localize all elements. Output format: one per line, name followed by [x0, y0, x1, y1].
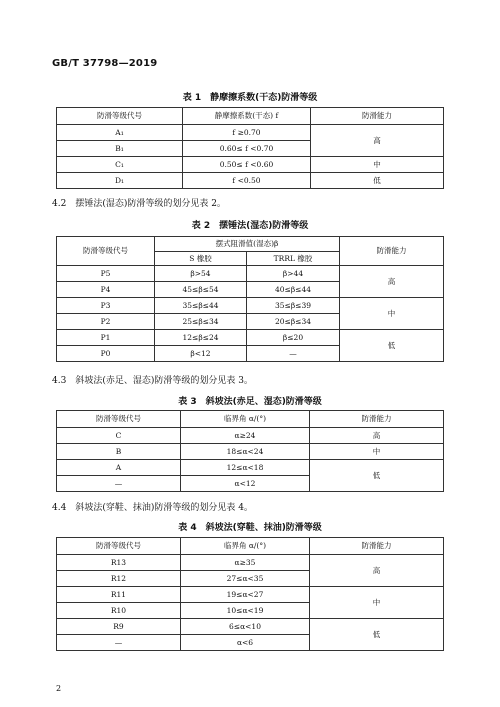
- table3-header-code: 防滑等级代号: [57, 411, 181, 428]
- table1-ability-low: 低: [311, 173, 444, 189]
- table2-header-ability: 防滑能力: [340, 237, 444, 266]
- table3-value-cell: 18≤α<24: [181, 444, 310, 460]
- table4-code-cell: R10: [57, 603, 181, 619]
- table3-code-cell: A: [57, 460, 181, 476]
- table3: [56, 410, 444, 492]
- table4-value-cell: α<6: [181, 635, 310, 651]
- table4-ability-low: 低: [310, 619, 444, 651]
- table1-value-cell: 0.60≤ f <0.70: [183, 141, 311, 157]
- table4: [56, 537, 444, 651]
- table4-ability-high: 高: [310, 555, 444, 587]
- table1-value-cell: f <0.50: [183, 173, 311, 189]
- table1-header-ability: 防滑能力: [311, 108, 444, 125]
- table1-code-cell: A₁: [57, 125, 183, 141]
- table4-code-cell: R12: [57, 571, 181, 587]
- table2-header-s-rubber: S 橡胶: [155, 252, 247, 266]
- paragraph-4-3: 4.3 斜坡法(赤足、湿态)防滑等级的划分见表 3。: [52, 376, 253, 386]
- table4-ability-mid: 中: [310, 587, 444, 619]
- table2-ability-low: 低: [340, 330, 444, 362]
- table3-value-cell: α<12: [181, 476, 310, 492]
- table1-code-cell: D₁: [57, 173, 183, 189]
- table2-code-cell: P5: [57, 266, 155, 282]
- table2-header-group: 摆式阻滑值(湿态)β: [155, 237, 340, 252]
- table3-value-cell: 12≤α<18: [181, 460, 310, 476]
- table3-ability-mid: 中: [310, 444, 444, 460]
- paragraph-4-2: 4.2 摆锤法(湿态)防滑等级的划分见表 2。: [52, 199, 226, 209]
- table2-ability-mid: 中: [340, 298, 444, 330]
- table1-value-cell: 0.50≤ f <0.60: [183, 157, 311, 173]
- table2-s-cell: 35≤β≤44: [155, 298, 247, 314]
- table1-ability-mid: 中: [311, 157, 444, 173]
- table2-code-cell: P3: [57, 298, 155, 314]
- table2-trrl-cell: —: [247, 346, 340, 362]
- table4-code-cell: —: [57, 635, 181, 651]
- table2-s-cell: β<12: [155, 346, 247, 362]
- table4-code-cell: R9: [57, 619, 181, 635]
- table2-caption: 表 2 摆锤法(湿态)防滑等级: [191, 221, 309, 231]
- table2-s-cell: 12≤β≤24: [155, 330, 247, 346]
- table2-trrl-cell: β≤20: [247, 330, 340, 346]
- table3-header-ability: 防滑能力: [310, 411, 444, 428]
- table1-value-cell: f ≥0.70: [183, 125, 311, 141]
- table3-code-cell: —: [57, 476, 181, 492]
- table1-caption: 表 1 静摩擦系数(干态)防滑等级: [182, 93, 318, 103]
- table1-header-value: 静摩擦系数(干态) f: [183, 108, 311, 125]
- table1-code-cell: C₁: [57, 157, 183, 173]
- table3-code-cell: C: [57, 428, 181, 444]
- table4-header-code: 防滑等级代号: [57, 538, 181, 555]
- table4-value-cell: 6≤α<10: [181, 619, 310, 635]
- table3-header-value: 临界角 α/(°): [181, 411, 310, 428]
- table4-value-cell: 27≤α<35: [181, 571, 310, 587]
- table4-code-cell: R11: [57, 587, 181, 603]
- table2-code-cell: P0: [57, 346, 155, 362]
- table2: [56, 236, 444, 362]
- table4-header-ability: 防滑能力: [310, 538, 444, 555]
- table2-trrl-cell: β>44: [247, 266, 340, 282]
- table2-s-cell: β>54: [155, 266, 247, 282]
- table1: [56, 107, 444, 189]
- table2-code-cell: P1: [57, 330, 155, 346]
- table4-value-cell: 19≤α<27: [181, 587, 310, 603]
- table4-value-cell: 10≤α<19: [181, 603, 310, 619]
- table1-ability-high: 高: [311, 125, 444, 157]
- table4-value-cell: α≥35: [181, 555, 310, 571]
- table3-ability-high: 高: [310, 428, 444, 444]
- table2-trrl-cell: 35≤β≤39: [247, 298, 340, 314]
- table3-caption: 表 3 斜坡法(赤足、湿态)防滑等级: [178, 397, 322, 407]
- table1-header-code: 防滑等级代号: [57, 108, 183, 125]
- table3-value-cell: α≥24: [181, 428, 310, 444]
- table2-code-cell: P4: [57, 282, 155, 298]
- table3-ability-low: 低: [310, 460, 444, 492]
- table3-code-cell: B: [57, 444, 181, 460]
- table2-trrl-cell: 40≤β≤44: [247, 282, 340, 298]
- paragraph-4-4: 4.4 斜坡法(穿鞋、抹油)防滑等级的划分见表 4。: [52, 503, 253, 513]
- page-number: 2: [56, 684, 62, 693]
- table1-code-cell: B₁: [57, 141, 183, 157]
- standard-code: GB/T 37798—2019: [52, 58, 158, 69]
- table2-ability-high: 高: [340, 266, 444, 298]
- table2-code-cell: P2: [57, 314, 155, 330]
- table4-caption: 表 4 斜坡法(穿鞋、抹油)防滑等级: [178, 523, 322, 533]
- table4-code-cell: R13: [57, 555, 181, 571]
- table2-header-trrl-rubber: TRRL 橡胶: [247, 252, 340, 266]
- table2-trrl-cell: 20≤β≤34: [247, 314, 340, 330]
- table2-header-code: 防滑等级代号: [57, 237, 155, 266]
- table2-s-cell: 45≤β≤54: [155, 282, 247, 298]
- table2-s-cell: 25≤β≤34: [155, 314, 247, 330]
- table4-header-value: 临界角 α/(°): [181, 538, 310, 555]
